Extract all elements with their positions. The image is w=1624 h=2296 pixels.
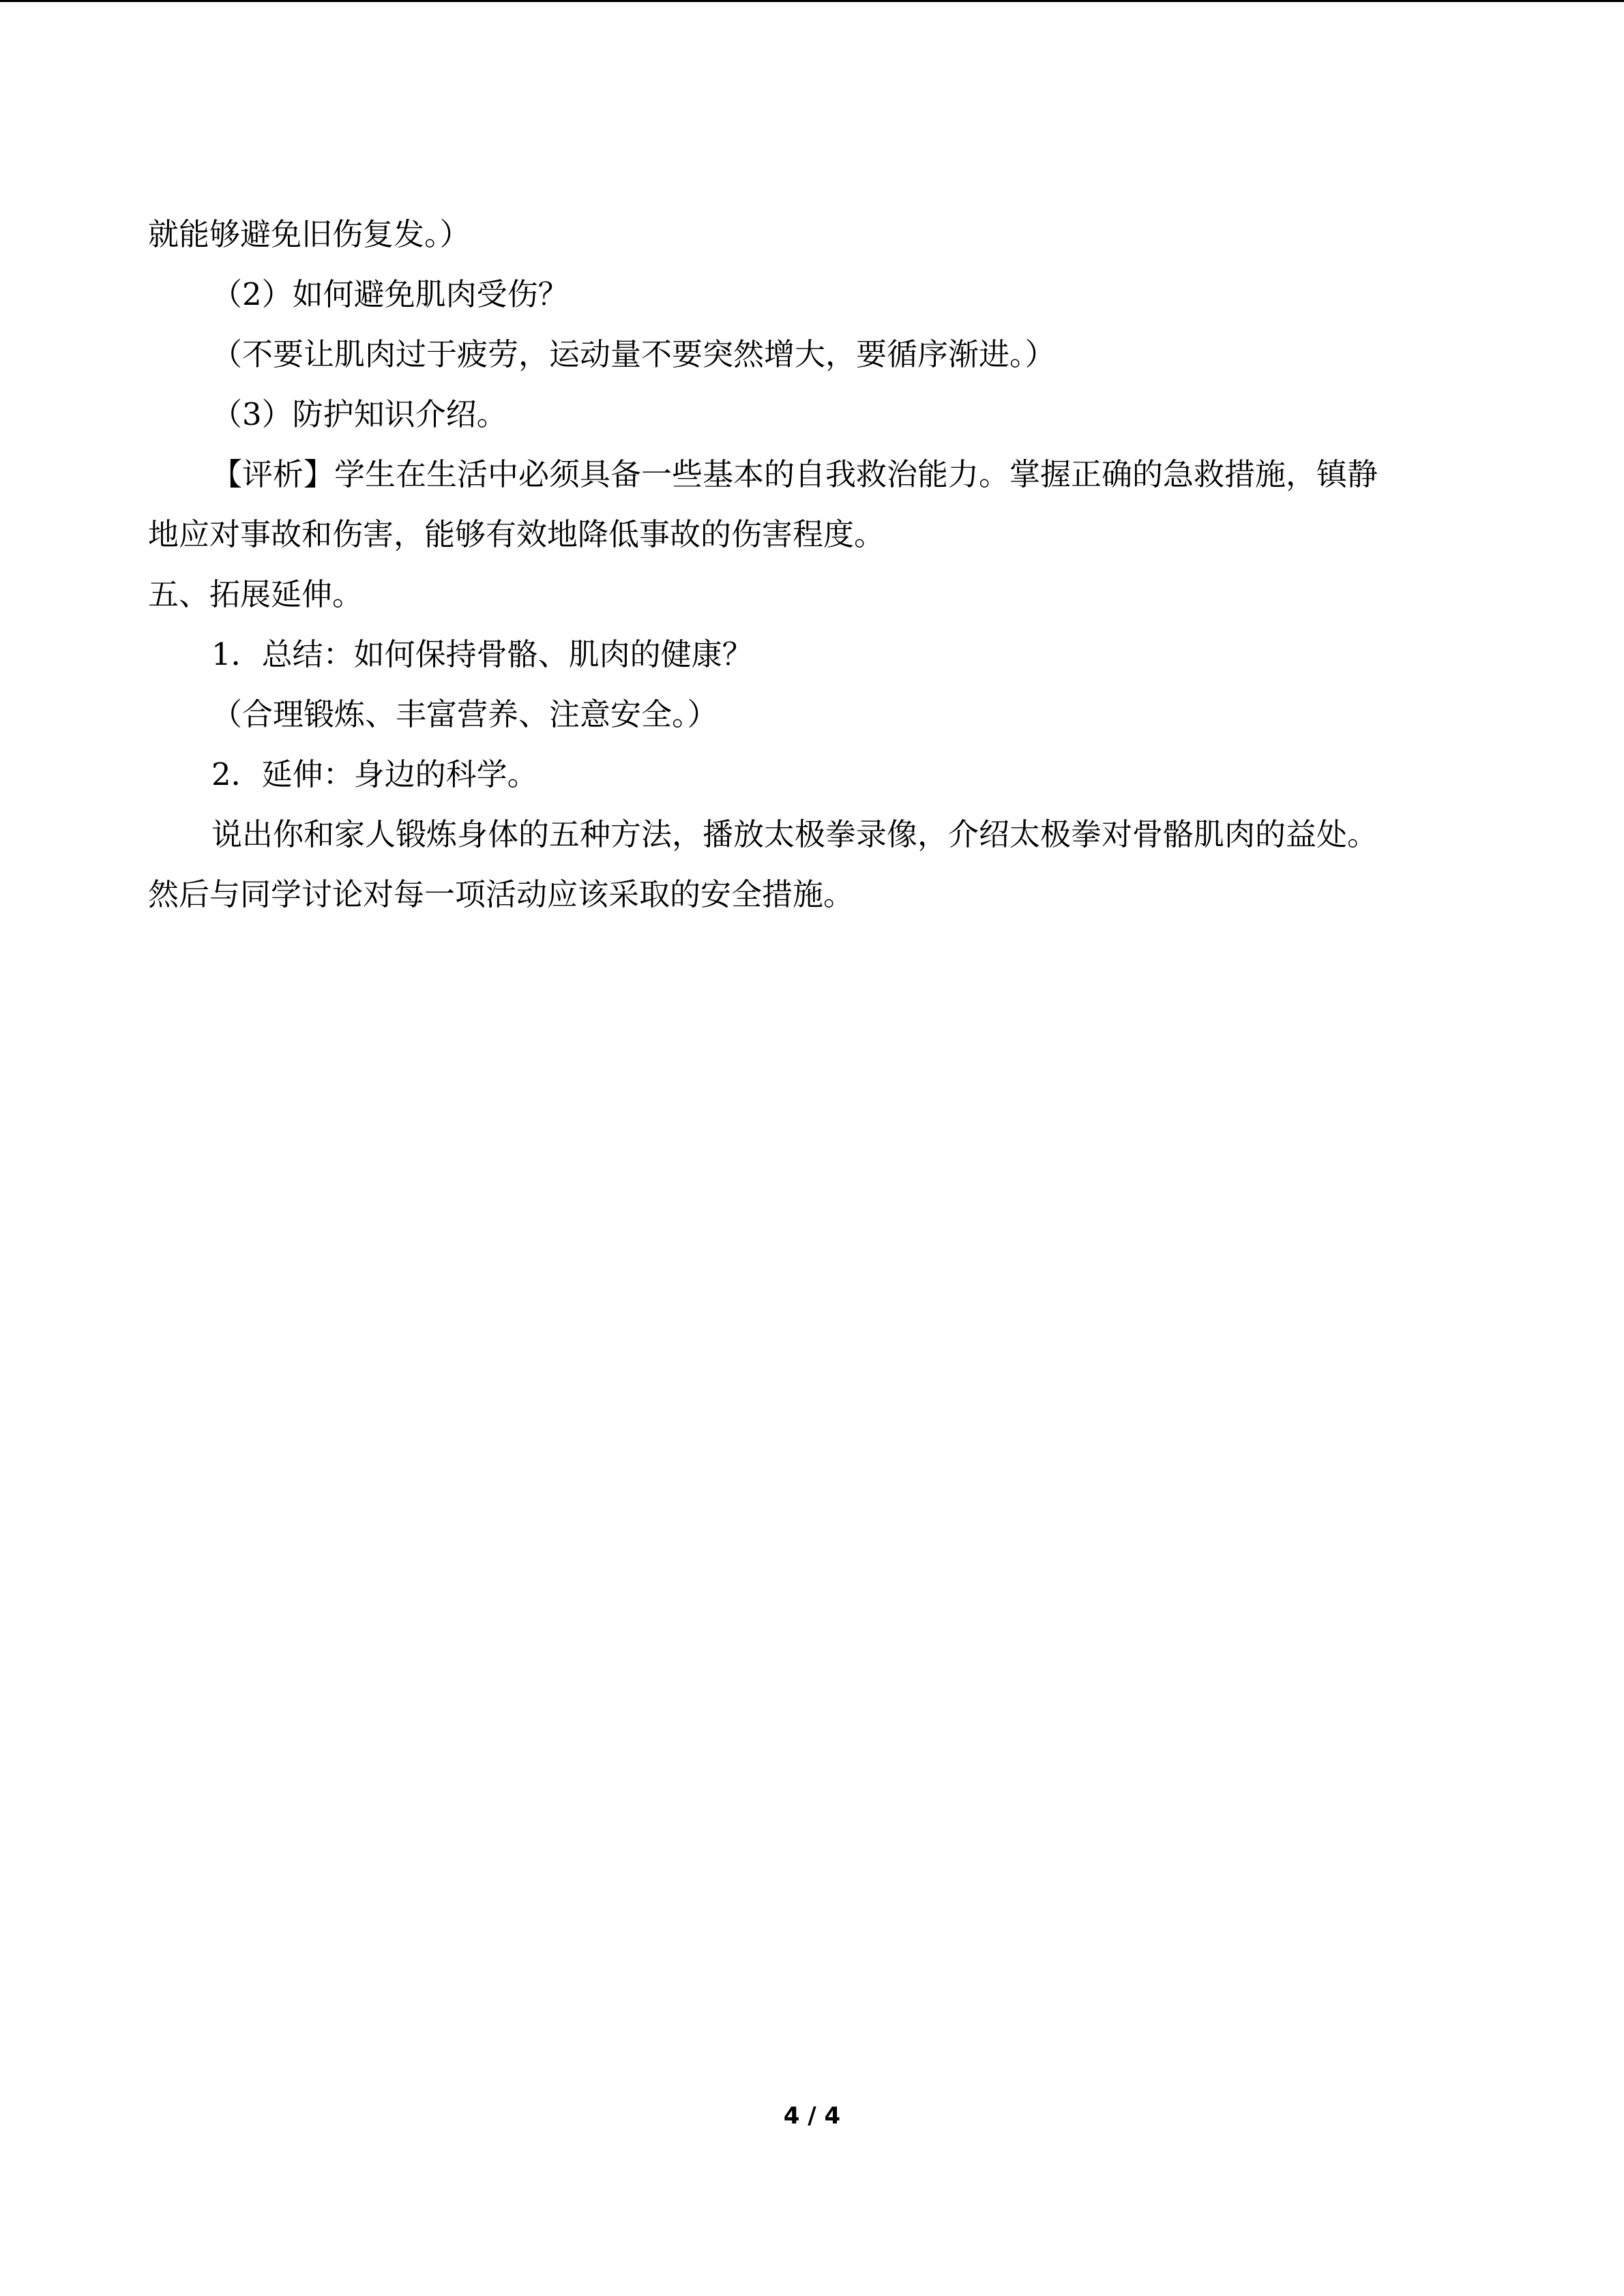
commentary-line-1: 【评析】学生在生活中必须具备一些基本的自我救治能力。掌握正确的急救措施，镇静 <box>211 456 1378 492</box>
commentary-line-2: 地应对事故和伤害，能够有效地降低事故的伤害程度。 <box>148 516 885 552</box>
extension-heading: 2．延伸：身边的科学。 <box>211 756 538 792</box>
summary-answer: （合理锻炼、丰富营养、注意安全。） <box>211 696 718 732</box>
item-3-heading: （3）防护知识介绍。 <box>211 396 507 432</box>
section-5-heading: 五、拓展延伸。 <box>148 576 364 612</box>
top-border-line <box>0 0 1624 2</box>
page-number: 4 / 4 <box>783 2102 841 2130</box>
extension-text-line-1: 说出你和家人锻炼身体的五种方法，播放太极拳录像，介绍太极拳对骨骼肌肉的益处。 <box>211 816 1378 852</box>
question-2-heading: （2）如何避免肌肉受伤？ <box>211 276 569 312</box>
document-body <box>148 205 1464 925</box>
extension-text-line-2: 然后与同学讨论对每一项活动应该采取的安全措施。 <box>148 876 855 912</box>
summary-question: 1．总结：如何保持骨骼、肌肉的健康？ <box>211 636 753 672</box>
question-2-answer: （不要让肌肉过于疲劳，运动量不要突然增大，要循序渐进。） <box>211 336 1056 372</box>
paragraph-line: 就能够避免旧伤复发。） <box>148 216 471 252</box>
